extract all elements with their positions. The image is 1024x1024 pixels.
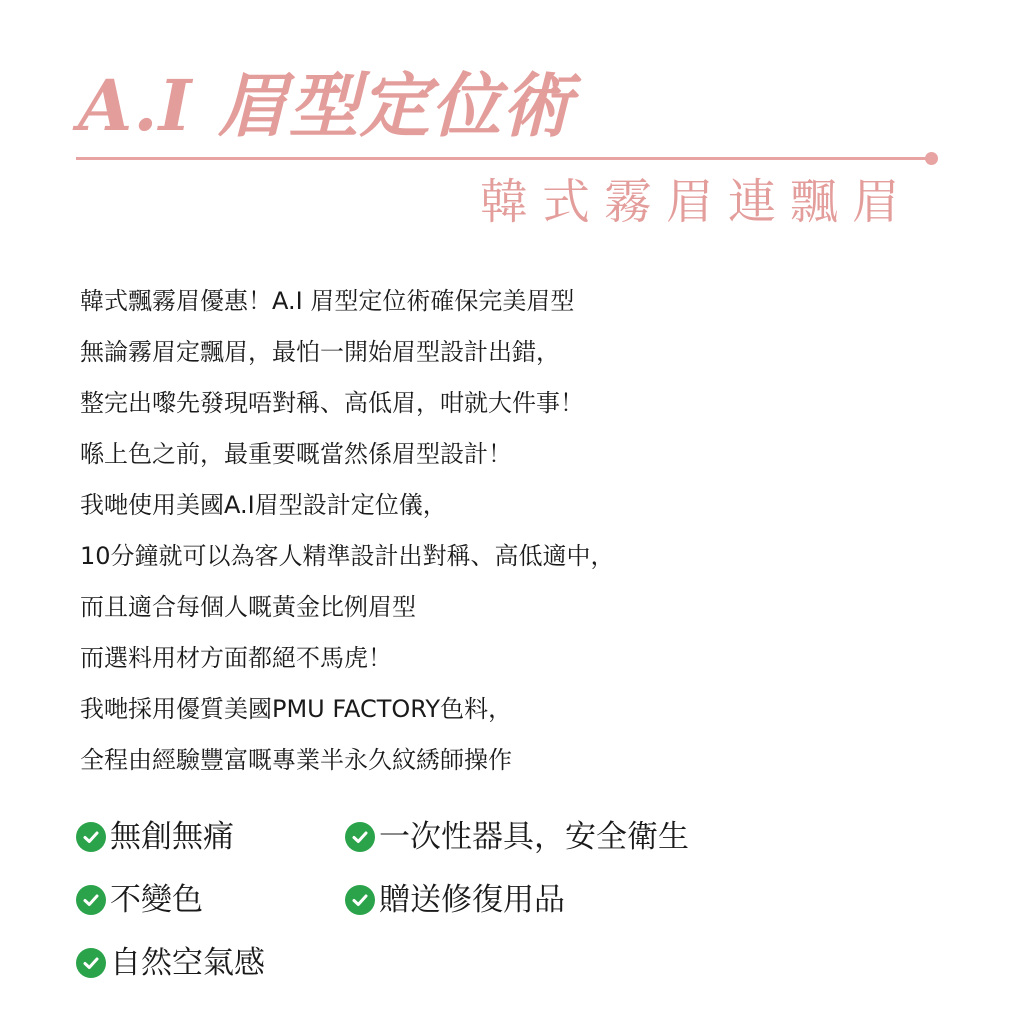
page-title: A.I 眉型定位術 (78, 64, 573, 147)
description-line: 我哋採用優質美國PMU FACTORY色料， (80, 695, 513, 723)
description-line: 無論霧眉定飄眉，最怕一開始眉型設計出錯， (80, 338, 560, 366)
feature-label: 自然空氣感 (110, 945, 265, 981)
check-circle-icon (76, 948, 106, 978)
title-divider (76, 157, 928, 160)
feature-label: 不變色 (110, 882, 203, 918)
check-circle-icon (76, 822, 106, 852)
feature-item (345, 812, 689, 862)
check-circle-icon (345, 885, 375, 915)
check-circle-icon (76, 885, 106, 915)
divider-end-dot (925, 152, 938, 165)
feature-label: 一次性器具，安全衛生 (379, 819, 689, 855)
feature-label: 無創無痛 (110, 819, 234, 855)
feature-item (76, 938, 265, 988)
description-line: 韓式飄霧眉優惠！A.I 眉型定位術確保完美眉型 (80, 287, 575, 315)
description-line: 全程由經驗豐富嘅專業半永久紋綉師操作 (80, 746, 512, 774)
description-line: 而選料用材方面都絕不馬虎！ (80, 644, 392, 672)
description-line: 整完出嚟先發現唔對稱、高低眉，咁就大件事！ (80, 389, 584, 417)
feature-item (76, 812, 234, 862)
feature-label: 贈送修復用品 (379, 882, 565, 918)
description-line: 喺上色之前，最重要嘅當然係眉型設計！ (80, 440, 512, 468)
description-line: 10分鐘就可以為客人精準設計出對稱、高低適中， (80, 542, 615, 570)
feature-item (345, 875, 565, 925)
feature-item (76, 875, 203, 925)
page-subtitle: 韓式霧眉連飄眉 (479, 174, 914, 230)
check-circle-icon (345, 822, 375, 852)
description-text (80, 276, 615, 786)
description-line: 而且適合每個人嘅黃金比例眉型 (80, 593, 416, 621)
description-line: 我哋使用美國A.I眉型設計定位儀， (80, 491, 447, 519)
